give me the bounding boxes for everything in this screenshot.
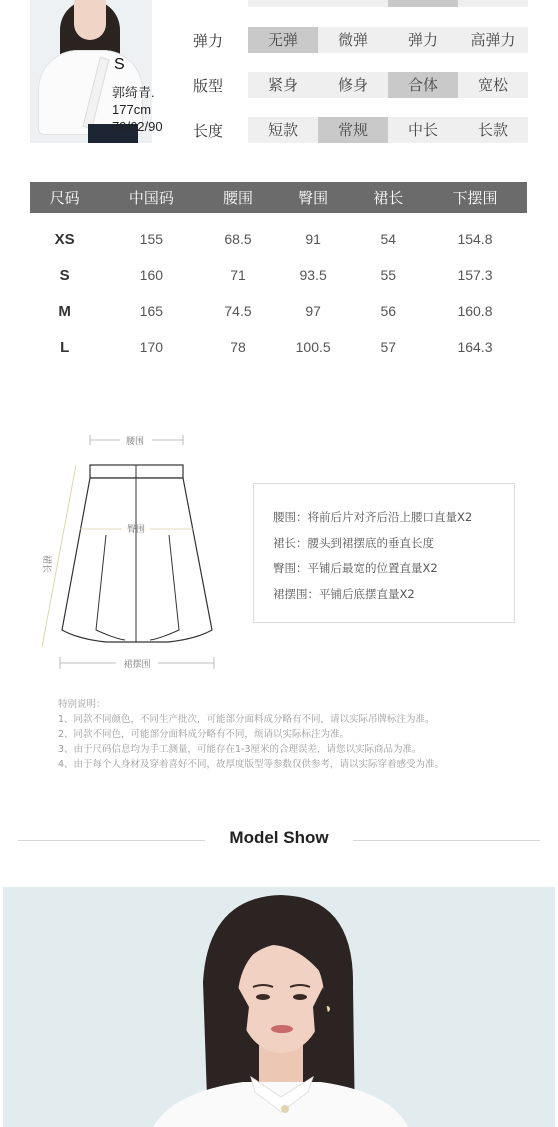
header-cell: 中国码 [99, 182, 203, 213]
table-cell: S [59, 266, 70, 284]
attr-row-elasticity [193, 27, 533, 53]
attr-label: 版型 [193, 77, 224, 95]
table-row [30, 257, 527, 293]
hip-label: 臀围 [126, 525, 146, 535]
table-cell: 93.5 [299, 267, 327, 283]
model-name: 郭绮青. [112, 85, 155, 100]
attr-option: 微弹 [318, 27, 388, 53]
table-row [30, 329, 527, 365]
attr-row-length [193, 117, 533, 143]
table-cell: 71 [230, 267, 246, 283]
table-cell: 91 [305, 231, 321, 247]
table-cell: 170 [139, 339, 164, 355]
measure-note: 裙长：腰头到裙摆底的垂直长度 [273, 536, 434, 550]
attr-option: 紧身 [248, 72, 318, 98]
attr-option [458, 0, 528, 7]
table-cell: 154.8 [457, 231, 493, 247]
model-info [112, 84, 163, 135]
header-cell: 裙长 [354, 182, 423, 213]
attr-option: 弹力 [388, 27, 458, 53]
attr-option: 修身 [318, 72, 388, 98]
waist-label: 腰围 [125, 437, 145, 447]
table-cell: 78 [230, 339, 246, 355]
attr-option: 合体 [388, 72, 458, 98]
skirt-body [62, 478, 212, 642]
table-row [30, 293, 527, 329]
attr-option: 高弹力 [458, 27, 528, 53]
measure-note: 腰围：将前后片对齐后沿上腰口直量X2 [273, 510, 473, 524]
special-note: 3、由于尺码信息均为手工测量，可能存在1-3厘米的合理误差，请您以实际商品为准。 [58, 744, 422, 755]
header-cell: 尺码 [30, 182, 99, 213]
model-size: S [114, 56, 125, 73]
model-figure [3, 887, 555, 1127]
table-cell: M [58, 302, 71, 320]
table-cell: XS [54, 230, 75, 248]
special-note: 2、同款不同色，可能部分面料成分略有不同，烦请以实际标注为准。 [58, 729, 350, 740]
attr-option: 无弹 [248, 27, 318, 53]
table-cell: 157.3 [457, 267, 493, 283]
table-cell: 160.8 [457, 303, 493, 319]
table-cell: 165 [139, 303, 164, 319]
attr-row-fit [193, 72, 533, 98]
table-cell: 56 [380, 303, 397, 319]
skirt-diagram [30, 425, 230, 675]
table-row [30, 213, 527, 257]
size-table-header [30, 182, 527, 213]
size-table [30, 182, 527, 365]
attr-option [248, 0, 318, 7]
attr-option: 常规 [318, 117, 388, 143]
divider-right [353, 840, 540, 841]
table-cell: 164.3 [457, 339, 493, 355]
table-cell: 74.5 [224, 303, 252, 319]
attr-option [318, 0, 388, 7]
attr-option: 长款 [458, 117, 528, 143]
model-show-title: Model Show [229, 828, 329, 847]
model-height: 177cm [112, 102, 152, 117]
length-label: 裙长 [41, 555, 51, 574]
attr-option: 短款 [248, 117, 318, 143]
model-photo [3, 887, 555, 1127]
hem-label: 裙摆围 [123, 660, 151, 670]
measurement-notes [253, 483, 515, 623]
model-measurements: 79/62/90 [112, 119, 163, 134]
table-cell: 68.5 [224, 231, 252, 247]
header-cell: 臀围 [273, 182, 354, 213]
attr-row-thickness [193, 0, 533, 7]
special-notes-title: 特别说明： [58, 699, 106, 710]
product-attributes [0, 0, 558, 150]
measure-note: 臀围：平铺后最宽的位置直量X2 [273, 561, 438, 575]
table-cell: 155 [139, 231, 164, 247]
table-cell: 54 [380, 231, 397, 247]
header-cell: 下摆围 [423, 182, 527, 213]
table-cell: 57 [380, 339, 397, 355]
header-cell: 腰围 [203, 182, 272, 213]
special-notes [58, 697, 444, 772]
table-cell: 100.5 [295, 339, 331, 355]
attr-label: 长度 [193, 122, 224, 140]
special-note: 1、同款不同颜色，不同生产批次，可能部分面料成分略有不同，请以实际吊牌标注为准。 [58, 714, 435, 725]
thumb-face [74, 0, 106, 40]
table-cell: 55 [380, 267, 397, 283]
measure-note: 裙摆围：平铺后底摆直量X2 [273, 587, 415, 601]
table-cell: 97 [305, 303, 321, 319]
table-cell: 160 [139, 267, 164, 283]
table-cell: L [60, 338, 70, 356]
attr-option [388, 0, 458, 7]
attr-label: 弹力 [193, 32, 224, 50]
special-note: 4、由于每个人身材及穿着喜好不同，故厚度版型等参数仅供参考，请以实际穿着感受为准。 [58, 759, 445, 770]
attr-option: 宽松 [458, 72, 528, 98]
attr-option: 中长 [388, 117, 458, 143]
